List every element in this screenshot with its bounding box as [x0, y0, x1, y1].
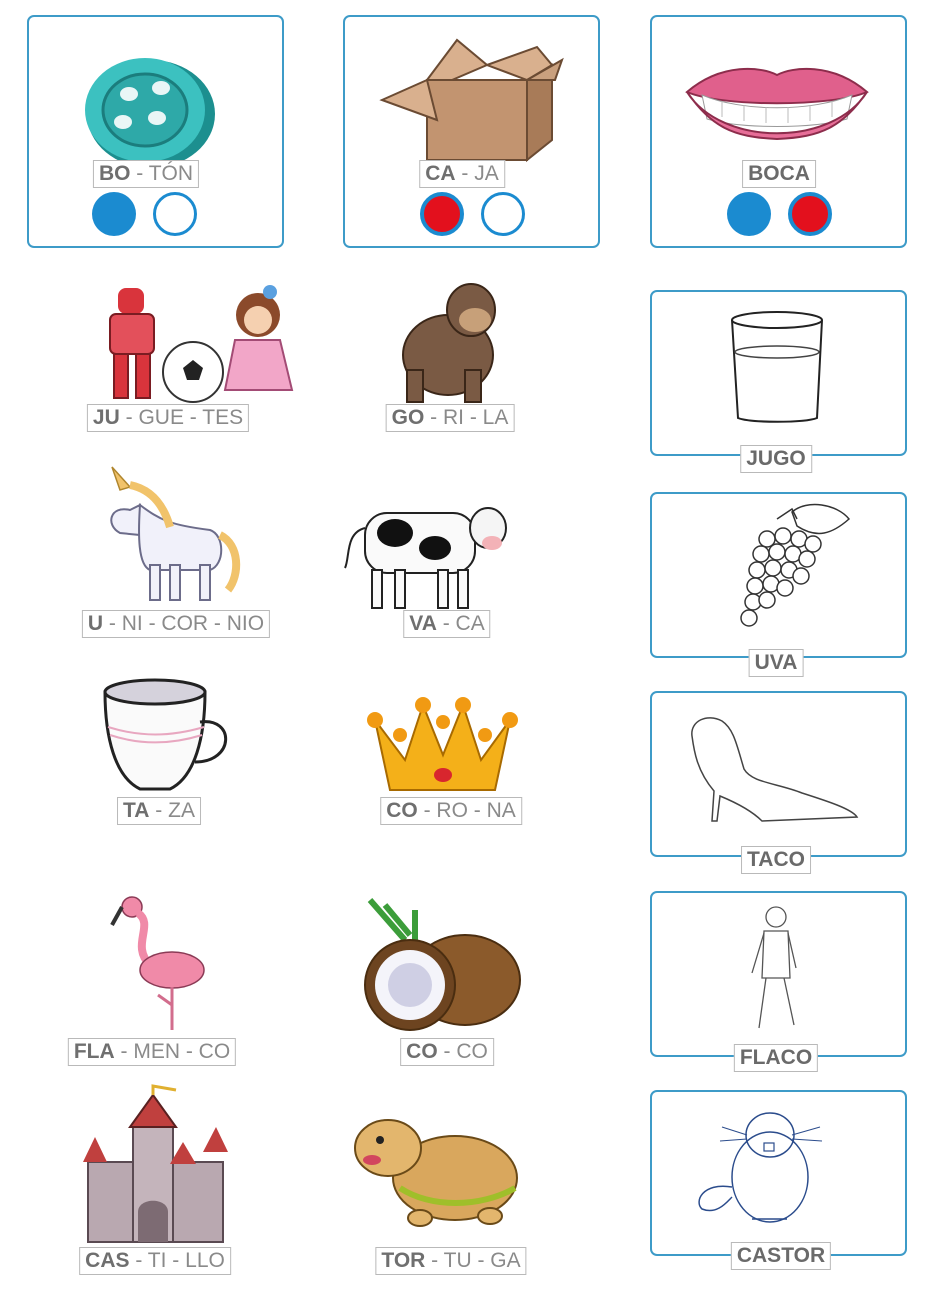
syllable-label: CO - CO: [400, 1038, 494, 1066]
word-label: BOCA: [742, 160, 816, 188]
card-jugo: [650, 290, 907, 470]
toys-icon: [100, 280, 300, 405]
word-label: UVA: [749, 649, 804, 677]
turtle-icon: [350, 1108, 525, 1233]
syllable-label: JU - GUE - TES: [87, 404, 249, 432]
glass-of-juice-icon: [730, 310, 825, 425]
syllable-dot-2[interactable]: [788, 192, 832, 236]
word-label: FLACO: [734, 1044, 818, 1072]
syllable-label: GO - RI - LA: [386, 404, 515, 432]
syllable-dot-1[interactable]: [727, 192, 771, 236]
card-castor: [650, 1090, 907, 1267]
word-label: CASTOR: [731, 1242, 831, 1270]
syllable-label: U - NI - COR - NIO: [82, 610, 270, 638]
syllable-label: CA - JA: [419, 160, 505, 188]
thin-boy-icon: [744, 903, 814, 1033]
syllable-dot-2[interactable]: [153, 192, 197, 236]
syllable-label: TOR - TU - GA: [375, 1247, 526, 1275]
word-label: JUGO: [740, 445, 812, 473]
syllable-dot-1[interactable]: [92, 192, 136, 236]
card-boton: [27, 15, 284, 248]
button-icon: [79, 52, 219, 172]
coconut-icon: [355, 895, 525, 1035]
gorilla-icon: [393, 280, 508, 405]
flamingo-icon: [110, 895, 215, 1035]
cow-icon: [340, 488, 510, 613]
card-caja: [343, 15, 600, 248]
syllable-label: CAS - TI - LLO: [79, 1247, 231, 1275]
card-taco: [650, 691, 907, 871]
mouth-icon: [682, 57, 872, 167]
syllable-label: TA - ZA: [117, 797, 201, 825]
castle-icon: [78, 1092, 233, 1247]
syllable-label: CO - RO - NA: [380, 797, 522, 825]
syllable-dot-1[interactable]: [420, 192, 464, 236]
cup-icon: [100, 677, 235, 797]
box-icon: [377, 35, 567, 165]
crown-icon: [365, 690, 520, 795]
syllable-label: VA - CA: [403, 610, 490, 638]
card-boca: [650, 15, 907, 248]
syllable-dot-2[interactable]: [481, 192, 525, 236]
beaver-icon: [692, 1107, 842, 1227]
card-uva: [650, 492, 907, 674]
high-heel-shoe-icon: [682, 711, 862, 826]
word-label: TACO: [741, 846, 811, 874]
syllable-label: BO - TÓN: [93, 160, 199, 188]
grapes-icon: [737, 504, 852, 639]
syllable-label: FLA - MEN - CO: [68, 1038, 236, 1066]
unicorn-icon: [100, 465, 245, 605]
card-flaco: [650, 891, 907, 1069]
